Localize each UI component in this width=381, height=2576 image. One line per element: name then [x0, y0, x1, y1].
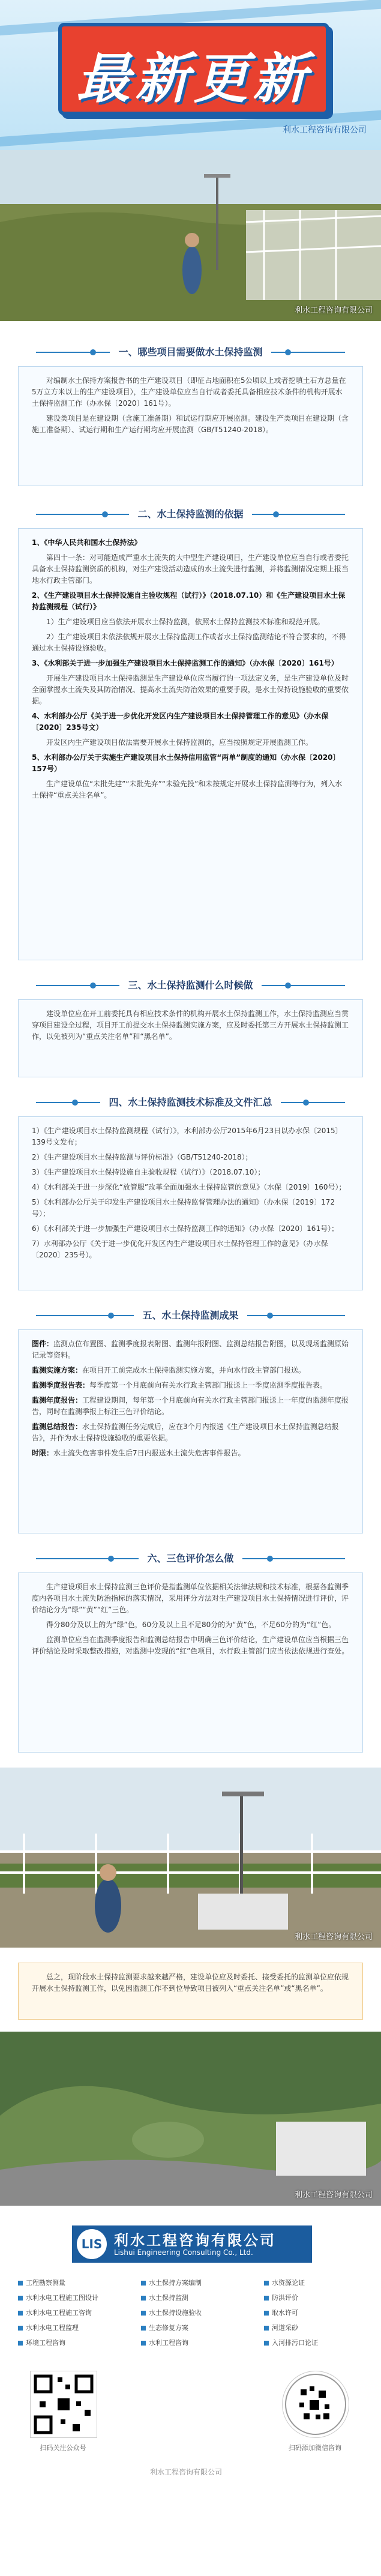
section-5-title: 五、水土保持监测成果: [134, 1305, 247, 1326]
section-3-heading: [36, 975, 345, 996]
section-3-box: [18, 999, 363, 1077]
section-4-box: [18, 1116, 363, 1290]
field-photo-2: [0, 1768, 381, 1948]
basis-heading: 2、《生产建设项目水土保持设施自主验收规程（试行）》（2018.07.10）和《生产建设项目水土保持监测规程（试行）》: [32, 591, 346, 611]
field-photo-1: [0, 150, 381, 321]
result-text: 水土保持监测任务完成后，应在3个月内报送《生产建设项目水土保持监测总结报告》，并作为水土保持设施验收的重要依据。: [32, 1422, 339, 1442]
standard-item: 5）《水利部办公厅关于印发生产建设项目水土保持监督管理办法的通知》（办水保〔2019〕172号）；: [32, 1198, 335, 1218]
section-5-box: [18, 1329, 363, 1533]
basis-heading: 5、水利部办公厅关于实施生产建设项目水土保持信用监管“两单”制度的通知（办水保〔2020〕157号）: [32, 753, 340, 773]
service-item: 水利水电工程施工图设计: [18, 2293, 98, 2302]
section-5-heading: [36, 1305, 345, 1326]
basis-text: 开展生产建设项目水土保持监测是生产建设单位应当履行的一项法定义务，是生产建设单位及时全面掌握水土流失及其防治情况、提高水土流失防治效果的重要手段，是水土保持设施验收的重要依据。: [32, 674, 349, 705]
photo-3-image: [0, 2032, 381, 2206]
qr-code-right[interactable]: [282, 2371, 349, 2438]
qr-left-caption: 扫码关注公众号: [40, 2444, 86, 2452]
result-key: 监测实施方案：: [32, 1366, 83, 1374]
photo-1-watermark: 利水工程咨询有限公司: [294, 306, 373, 315]
result-key: 监测年度报告：: [32, 1396, 83, 1404]
service-item: 取水许可: [264, 2308, 298, 2317]
standard-item: 3）《生产建设项目水土保持设施自主验收规程（试行）》（2018.07.10）；: [32, 1168, 265, 1176]
result-text: 在项目开工前完成水土保持监测实施方案，并向水行政主管部门报送。: [82, 1366, 306, 1374]
qr-left-icon: [31, 2371, 97, 2437]
section-3-para: 建设单位应在开工前委托具有相应技术条件的机构开展水土保持监测工作，水土保持监测应当贯穿项目建设全过程，项目开工前提交水土保持监测实施方案，应及时委托第三方开展水土保持监测工作，以免被列为“重点关注名单”和“黑名单”。: [32, 1010, 349, 1041]
service-item: 河道采砂: [264, 2323, 298, 2332]
section-6-box: [18, 1572, 363, 1753]
section-6-para: 生产建设项目水土保持监测三色评价是指监测单位依据相关法律法规和技术标准，根据各监测季度内各项目水土流失防治指标的落实情况，采用评分方法对生产建设项目水土保持情况进行评价，评价结论分为“绿”“黄”“红”三色。: [32, 1583, 349, 1614]
result-item: [32, 1365, 349, 1376]
service-item: 工程勘察测量: [18, 2278, 65, 2287]
standard-item: 1）《生产建设项目水土保持监测规程（试行）》，水利部办公厅2015年6月23日以办水保〔2015〕139号文发布；: [32, 1127, 343, 1146]
section-4-heading: [36, 1092, 345, 1113]
section-1-para: 建设类项目是在建设期（含施工准备期）和试运行期应开展监测。建设生产类项目在建设期（含施工准备期）、试运行期和生产运行期均应开展监测（GB/T51240-2018）。: [32, 414, 349, 434]
result-item: [32, 1338, 349, 1361]
section-1-box: [18, 366, 363, 486]
banner-title: 最新更新: [76, 47, 311, 110]
section-6-para: 监测单位应当在监测季度报告和监测总结报告中明确三色评价结论，生产建设单位应当根据三色评价结论及时采取整改措施，对监测中发现的“红”色项目，水行政主管部门应当依法依规进行查处。: [32, 1636, 349, 1655]
section-6-para: 得分80分及以上的为“绿”色，60分及以上且不足80分的为“黄”色，不足60分的为“红”色。: [46, 1621, 336, 1629]
photo-2-watermark: 利水工程咨询有限公司: [294, 1933, 373, 1942]
basis-heading: 1、《中华人民共和国水土保持法》: [32, 538, 142, 547]
service-item: 入河排污口论证: [264, 2338, 318, 2347]
service-item: 水利工程咨询: [141, 2338, 188, 2347]
section-3-title: 三、水土保持监测什么时候做: [119, 975, 261, 996]
result-text: 水土流失危害事件发生后7日内报送水土流失危害事件报告。: [53, 1449, 245, 1457]
summary-box: [18, 1963, 363, 2020]
basis-heading: 4、水利部办公厅《关于进一步优化开发区内生产建设项目水土保持管理工作的意见》（办水保〔2020〕235号文）: [32, 712, 329, 732]
summary-text: 总之，现阶段水土保持监测要求越来越严格，建设单位应及时委托、接受委托的监测单位应依规开展水土保持监测工作，以免因监测工作不到位导致项目被列入“重点关注名单”或“黑名单”。: [32, 1973, 349, 1993]
section-2-title: 二、水土保持监测的依据: [129, 504, 251, 525]
qr-right-caption: 扫码添加微信咨询: [289, 2444, 341, 2452]
company-band: [72, 2225, 312, 2263]
section-2-box: [18, 528, 363, 960]
section-6-title: 六、三色评价怎么做: [139, 1548, 242, 1569]
service-item: 环境工程咨询: [18, 2338, 65, 2347]
qr-code-left[interactable]: [30, 2371, 97, 2438]
company-name-cn: 利水工程咨询有限公司: [114, 2232, 276, 2249]
basis-heading: 3、《水利部关于进一步加强生产建设项目水土保持监测工作的通知》（办水保〔2020〕161号）: [32, 659, 338, 667]
result-key: 监测季度报告表：: [32, 1381, 90, 1389]
basis-text: 开发区内生产建设项目依法需要开展水土保持监测的，应当按照规定开展监测工作。: [46, 738, 313, 747]
service-item: 水土保持监测: [141, 2293, 188, 2302]
service-item: 生态修复方案: [141, 2323, 188, 2332]
section-1-heading: [36, 342, 345, 363]
service-item: 水土保持设施验收: [141, 2308, 202, 2317]
standard-item: 7）水利部办公厅《关于进一步优化开发区内生产建设项目水土保持管理工作的意见》（办水保〔2020〕235号）。: [32, 1239, 328, 1259]
section-6-heading: [36, 1548, 345, 1569]
field-photo-3: [0, 2032, 381, 2206]
section-4-title: 四、水土保持监测技术标准及文件汇总: [100, 1092, 280, 1113]
photo-1-image: [0, 150, 381, 321]
result-text: 工程建设期间，每年第一个月底前向有关水行政主管部门报送上一年度的监测年度报告，同时在监测季报上标注三色评价结论。: [32, 1396, 349, 1416]
qr-right-icon: [283, 2371, 349, 2437]
result-key: 时限：: [32, 1449, 54, 1457]
section-1-para: 对编制水土保持方案报告书的生产建设项目（即征占地面积在5公顷以上或者挖填土石方总量在5万立方米以上的生产建设项目），生产建设单位应当自行或者委托具备相应技术条件的机构开展水土保持监测工作（办水保〔2020〕161号）。: [32, 376, 346, 408]
result-item: [32, 1395, 349, 1418]
standard-item: 6）《水利部关于进一步加强生产建设项目水土保持监测工作的通知》（办水保〔2020〕161号）；: [32, 1224, 339, 1233]
title-box: [58, 23, 329, 115]
basis-text: 1）生产建设项目应当依法开展水土保持监测，依照水土保持监测技术标准和规范开展。: [46, 618, 325, 626]
result-text: 监测点位布置图、监测季度报表附图、监测年报附图、监测总结报告附图，以及现场监测原始记录等资料。: [32, 1340, 349, 1359]
result-key: 监测总结报告：: [32, 1422, 83, 1431]
result-item: [32, 1421, 349, 1444]
service-item: 水利水电工程监理: [18, 2323, 79, 2332]
result-key: 图件：: [32, 1340, 54, 1348]
service-item: 水土保持方案编制: [141, 2278, 202, 2287]
company-name-en: Lishui Engineering Consulting Co., Ltd.: [114, 2248, 253, 2257]
service-item: 水利水电工程施工咨询: [18, 2308, 92, 2317]
standard-item: 2）《生产建设项目水土保持监测与评价标准》（GB/T51240-2018）；: [32, 1153, 253, 1161]
service-item: 防洪评价: [264, 2293, 298, 2302]
basis-text: 第四十一条：对可能造成严重水土流失的大中型生产建设项目，生产建设单位应当自行或者委托具备水土保持监测资质的机构，对生产建设活动造成的水土流失进行监测，并将监测情况定期上报当地水行政主管部门。: [32, 553, 349, 585]
basis-text: 2）生产建设项目未依法依规开展水土保持监测工作或者水土保持监测结论不符合要求的，不得通过水土保持设施验收。: [32, 633, 346, 652]
section-2-heading: [36, 504, 345, 525]
section-1-title: 一、哪些项目需要做水土保持监测: [110, 342, 271, 363]
photo-2-image: [0, 1768, 381, 1948]
footer-watermark: 利水工程咨询有限公司: [150, 2468, 223, 2476]
service-item: 水资源论证: [264, 2278, 305, 2287]
header-banner: [0, 0, 381, 150]
basis-text: 生产建设单位“未批先建”“未批先弃”“未验先投”和未按规定开展水土保持监测等行为，列入水土保持“重点关注名单”。: [32, 780, 343, 799]
result-text: 每季度第一个月底前向有关水行政主管部门报送上一季度监测季度报告表。: [89, 1381, 328, 1389]
result-item: [32, 1448, 349, 1459]
photo-3-watermark: 利水工程咨询有限公司: [294, 2191, 373, 2200]
company-logo: LIS: [77, 2229, 107, 2259]
standard-item: 4）《水利部关于进一步深化“放管服”改革全面加强水土保持监管的意见》（水保〔2019〕160号）；: [32, 1183, 346, 1191]
banner-watermark: 利水工程咨询有限公司: [283, 125, 367, 135]
result-item: [32, 1380, 349, 1391]
